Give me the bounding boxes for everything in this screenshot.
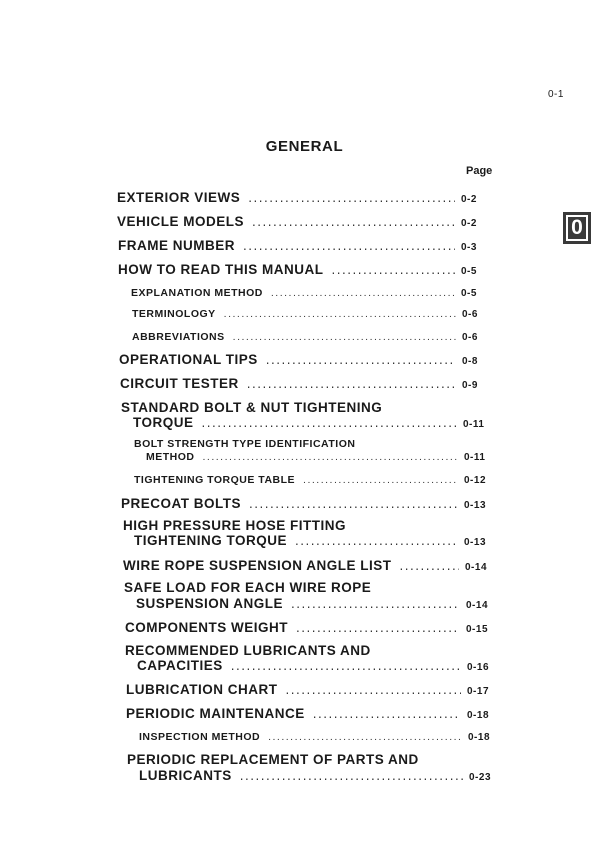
toc-entry-periodic-replacement[interactable] bbox=[139, 768, 495, 783]
toc-entry-page: 0-23 bbox=[469, 772, 492, 783]
toc-entry-bolt-strength-method[interactable] bbox=[146, 451, 490, 463]
toc-entry-page: 0-8 bbox=[462, 356, 478, 367]
toc-entry-title: FRAME NUMBER bbox=[118, 238, 235, 253]
dot-leader bbox=[252, 214, 455, 229]
dot-leader bbox=[268, 731, 462, 743]
toc-entry-vehicle-models[interactable] bbox=[117, 214, 487, 229]
dot-leader bbox=[233, 331, 456, 343]
toc-entry-title: TORQUE bbox=[133, 415, 194, 430]
toc-entry-precoat-bolts[interactable] bbox=[121, 496, 490, 511]
toc-entry-title: EXPLANATION METHOD bbox=[131, 287, 263, 299]
toc-entry-tightening-torque-table[interactable] bbox=[134, 474, 490, 486]
toc-entry-title: TIGHTENING TORQUE TABLE bbox=[134, 474, 296, 486]
toc-entry-page: 0-11 bbox=[464, 452, 486, 463]
toc-entry-title: EXTERIOR VIEWS bbox=[117, 190, 241, 205]
toc-entry-page: 0-12 bbox=[464, 475, 487, 486]
dot-leader bbox=[202, 415, 457, 430]
toc-entry-title: ABBREVIATIONS bbox=[132, 331, 225, 343]
toc-entry-title: TERMINOLOGY bbox=[132, 308, 216, 320]
toc-entry-page: 0-15 bbox=[466, 624, 489, 635]
toc-entry-page: 0-13 bbox=[464, 500, 487, 511]
toc-entry-title: CIRCUIT TESTER bbox=[120, 376, 239, 391]
toc-entry-terminology[interactable] bbox=[132, 308, 488, 320]
toc-entry-title: OPERATIONAL TIPS bbox=[119, 352, 258, 367]
toc-entry-page: 0-11 bbox=[463, 419, 485, 430]
toc-entry-standard-bolt-nut-torque[interactable] bbox=[133, 415, 489, 430]
toc-entry-title: LUBRICANTS bbox=[139, 768, 232, 783]
dot-leader bbox=[231, 658, 461, 673]
toc-entry-page: 0-18 bbox=[467, 710, 490, 721]
toc-entry-frame-number[interactable] bbox=[118, 238, 487, 253]
dot-leader bbox=[248, 190, 455, 205]
toc-entry-exterior-views[interactable] bbox=[117, 190, 487, 205]
toc-entry-inspection-method[interactable] bbox=[139, 731, 494, 743]
toc-entry-page: 0-17 bbox=[467, 686, 490, 697]
toc-entry-how-to-read-this-manual[interactable] bbox=[118, 262, 487, 277]
dot-leader bbox=[240, 768, 463, 783]
dot-leader bbox=[296, 620, 460, 635]
dot-leader bbox=[400, 558, 459, 573]
dot-leader bbox=[249, 496, 458, 511]
dot-leader bbox=[247, 376, 456, 391]
toc-entry-title: PRECOAT BOLTS bbox=[121, 496, 241, 511]
dot-leader bbox=[285, 682, 461, 697]
dot-leader bbox=[313, 706, 461, 721]
dot-leader bbox=[332, 262, 456, 277]
toc-entry-lubrication-chart[interactable] bbox=[126, 682, 493, 697]
toc-entry-title: WIRE ROPE SUSPENSION ANGLE LIST bbox=[123, 558, 392, 573]
toc-entry-periodic-maintenance[interactable] bbox=[126, 706, 493, 721]
toc-entry-page: 0-13 bbox=[464, 537, 487, 548]
section-tab-label: 0 bbox=[566, 215, 588, 241]
toc-entry-circuit-tester[interactable] bbox=[120, 376, 488, 391]
page-number: 0-1 bbox=[548, 89, 564, 100]
toc-entry-title: CAPACITIES bbox=[137, 658, 223, 673]
dot-leader bbox=[243, 238, 455, 253]
dot-leader bbox=[271, 287, 455, 299]
toc-entry-wire-rope-angle-list[interactable] bbox=[123, 558, 491, 573]
toc-entry-first-line: RECOMMENDED LUBRICANTS AND bbox=[125, 643, 371, 658]
toc-entry-page: 0-5 bbox=[461, 288, 477, 299]
page-column-heading: Page bbox=[466, 165, 493, 177]
toc-entry-page: 0-9 bbox=[462, 380, 478, 391]
toc-entry-page: 0-16 bbox=[467, 662, 490, 673]
dot-leader bbox=[295, 533, 458, 548]
toc-entry-first-line: STANDARD BOLT & NUT TIGHTENING bbox=[121, 400, 383, 415]
toc-entry-high-pressure-hose-torque[interactable] bbox=[134, 533, 490, 548]
toc-entry-title: TIGHTENING TORQUE bbox=[134, 533, 288, 548]
toc-entry-title: LUBRICATION CHART bbox=[126, 682, 278, 697]
toc-entry-first-line: HIGH PRESSURE HOSE FITTING bbox=[123, 518, 347, 533]
toc-entry-safe-load-suspension-angle[interactable] bbox=[136, 596, 492, 611]
toc-entry-page: 0-2 bbox=[461, 218, 477, 229]
toc-entry-title: METHOD bbox=[146, 451, 195, 463]
toc-entry-first-line: BOLT STRENGTH TYPE IDENTIFICATION bbox=[134, 438, 356, 450]
toc-entry-title: PERIODIC MAINTENANCE bbox=[126, 706, 305, 721]
toc-entry-title: VEHICLE MODELS bbox=[117, 214, 245, 229]
toc-entry-operational-tips[interactable] bbox=[119, 352, 488, 367]
toc-entry-abbreviations[interactable] bbox=[132, 331, 488, 343]
toc-entry-title: COMPONENTS WEIGHT bbox=[125, 620, 288, 635]
toc-entry-first-line: PERIODIC REPLACEMENT OF PARTS AND bbox=[127, 752, 419, 767]
toc-entry-page: 0-2 bbox=[461, 194, 477, 205]
toc-entry-page: 0-14 bbox=[466, 600, 489, 611]
toc-entry-page: 0-14 bbox=[465, 562, 488, 573]
toc-entry-first-line: SAFE LOAD FOR EACH WIRE ROPE bbox=[124, 580, 372, 595]
toc-entry-page: 0-5 bbox=[461, 266, 477, 277]
toc-entry-title: INSPECTION METHOD bbox=[139, 731, 261, 743]
toc-entry-page: 0-18 bbox=[468, 732, 491, 743]
dot-leader bbox=[224, 308, 456, 320]
dot-leader bbox=[303, 474, 458, 486]
dot-leader bbox=[266, 352, 456, 367]
toc-entry-explanation-method[interactable] bbox=[131, 287, 487, 299]
toc-entry-title: SUSPENSION ANGLE bbox=[136, 596, 284, 611]
toc-entry-lubricants-capacities[interactable] bbox=[137, 658, 493, 673]
page-title: GENERAL bbox=[265, 138, 344, 155]
toc-entry-page: 0-3 bbox=[461, 242, 477, 253]
toc-entry-components-weight[interactable] bbox=[125, 620, 492, 635]
toc-entry-page: 0-6 bbox=[462, 332, 478, 343]
dot-leader bbox=[291, 596, 460, 611]
toc-entry-title: HOW TO READ THIS MANUAL bbox=[118, 262, 324, 277]
toc-entry-page: 0-6 bbox=[462, 309, 478, 320]
dot-leader bbox=[203, 451, 459, 463]
